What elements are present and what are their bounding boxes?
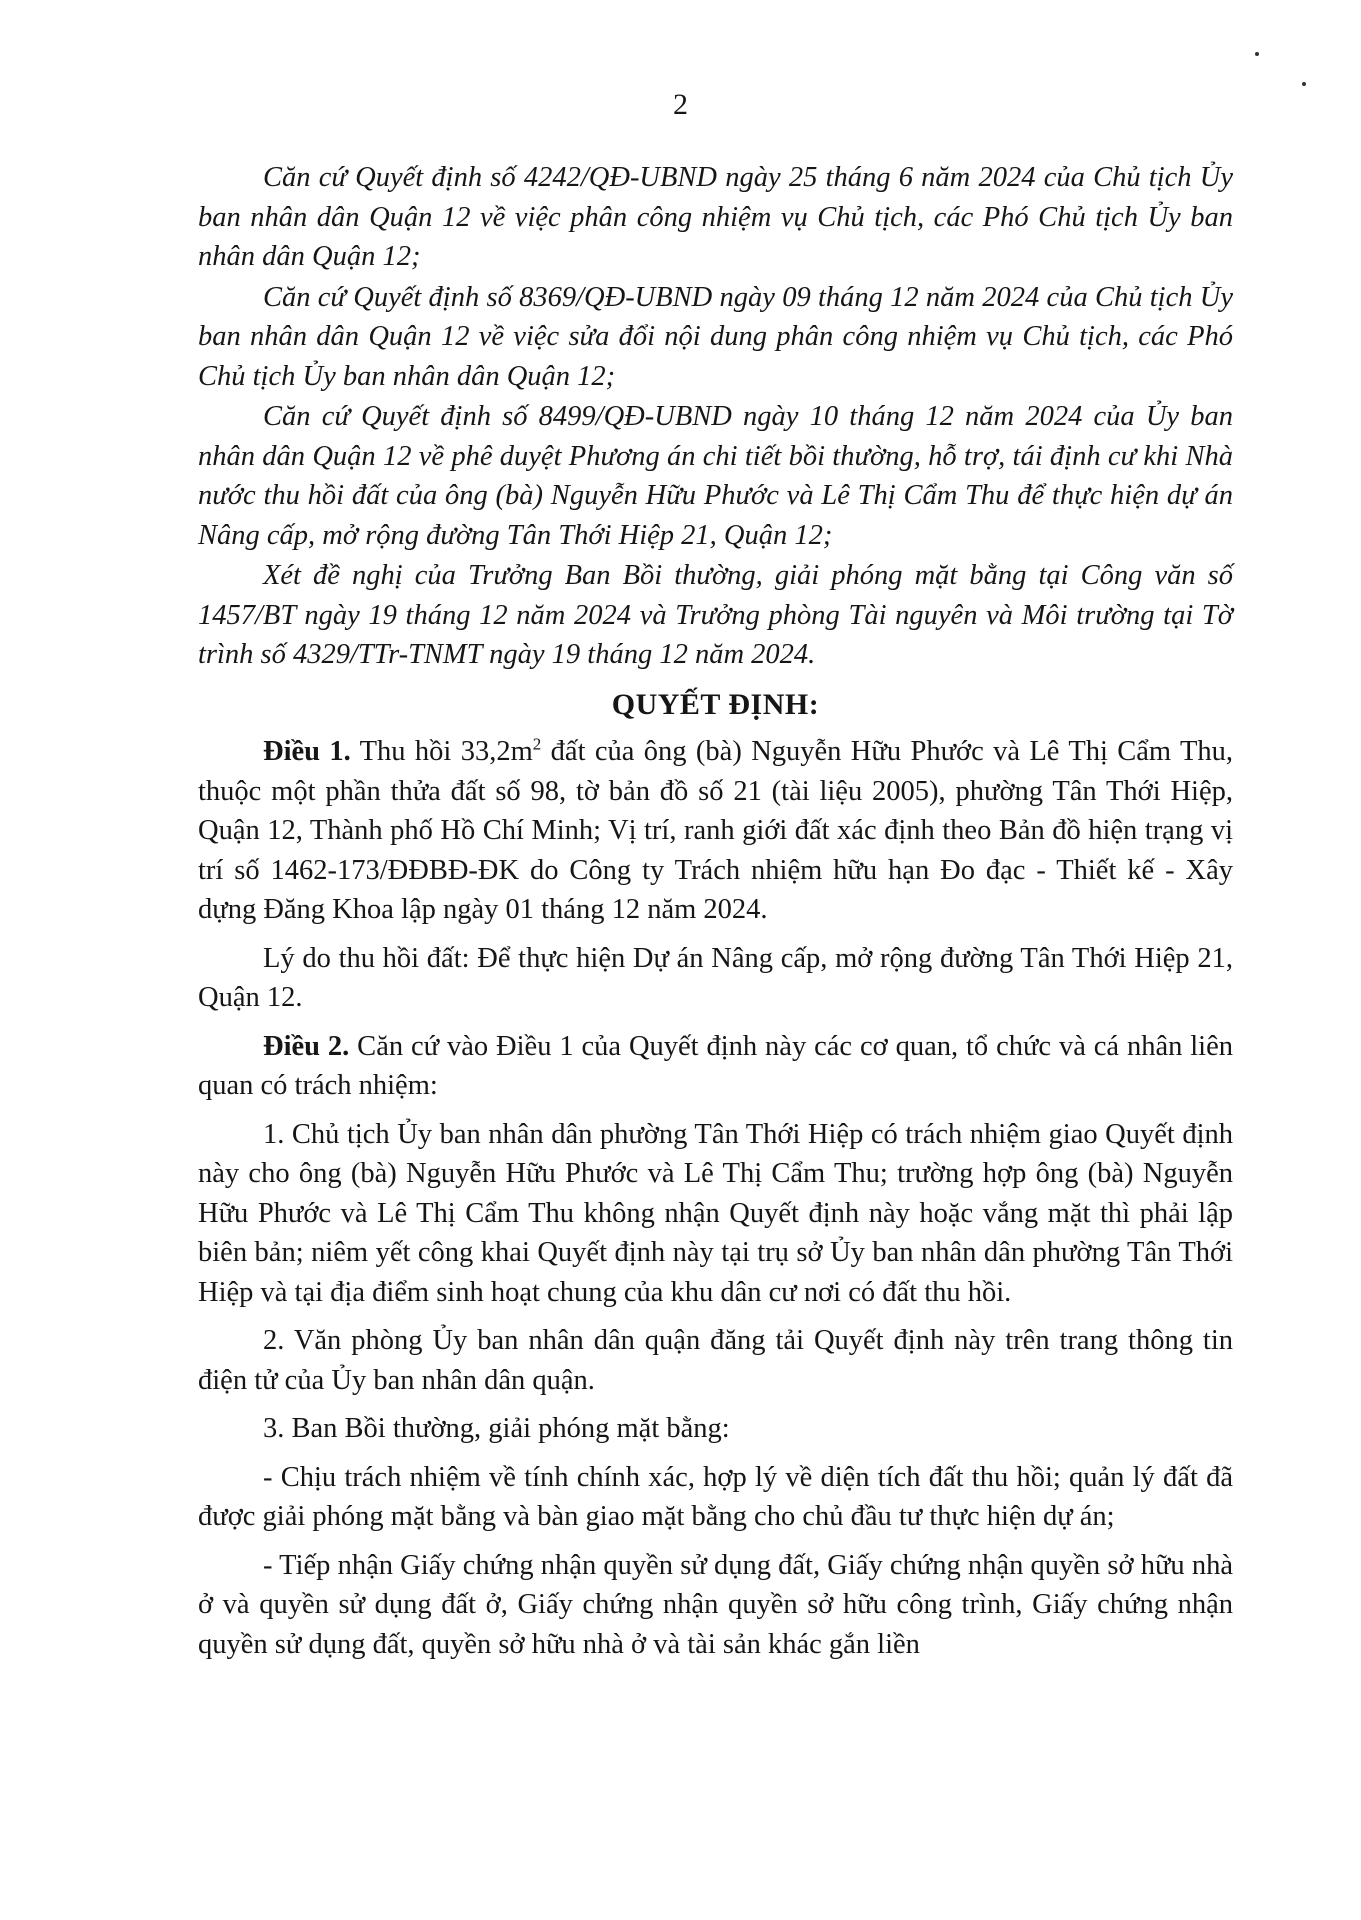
scan-speck (1302, 82, 1306, 86)
article-1-unit-superscript: 2 (532, 734, 542, 754)
article-2-item: - Chịu trách nhiệm về tính chính xác, hợp lý về diện tích đất thu hồi; quản lý đất đã được giải phóng mặt bằng và bàn giao mặt bằng cho chủ đầu tư thực hiện dự án; (198, 1461, 1233, 1532)
article-1-text-a: Thu hồi 33,2m (350, 736, 533, 767)
basis-paragraph: Căn cứ Quyết định số 8499/QĐ-UBND ngày 10 tháng 12 năm 2024 của Ủy ban nhân dân Quận 12 về phê duyệt Phương án chi tiết bồi thường, hỗ trợ, tái định cư khi Nhà nước thu hồi đất của ông (bà) Nguyễn Hữu Phước và Lê Thị Cẩm Thu để thực hiện dự án Nâng cấp, mở rộng đường Tân Thới Hiệp 21, Quận 12; (198, 401, 1233, 551)
article-2-item: 3. Ban Bồi thường, giải phóng mặt bằng: (263, 1413, 730, 1444)
article-2-intro-text: Căn cứ vào Điều 1 của Quyết định này các cơ quan, tổ chức và cá nhân liên quan có trách nhiệm: (198, 1030, 1234, 1101)
article-2-label: Điều 2. (263, 1030, 350, 1062)
page-number: 2 (673, 88, 688, 121)
article-1-text-b: đất của ông (bà) Nguyễn Hữu Phước và Lê Thị Cẩm Thu, thuộc một phần thửa đất số 98, tờ bản đồ số 21 (tài liệu 2005), phường Tân Thới Hiệp, Quận 12, Thành phố Hồ Chí Minh; Vị trí, ranh giới đất xác định theo Bản đồ hiện trạng vị trí số 1462-173/ĐĐBĐ-ĐK do Công ty Trách nhiệm hữu hạn Đo đạc - Thiết kế - Xây dựng Đăng Khoa lập ngày 01 tháng 12 năm 2024. (198, 736, 1234, 925)
article-2-item: - Tiếp nhận Giấy chứng nhận quyền sử dụng đất, Giấy chứng nhận quyền sở hữu nhà ở và quyền sử dụng đất ở, Giấy chứng nhận quyền sở hữu công trình, Giấy chứng nhận quyền sử dụng đất, quyền sở hữu nhà ở và tài sản khác gắn liền (198, 1549, 1233, 1660)
article-1-label: Điều 1. (263, 736, 351, 767)
basis-paragraph: Xét đề nghị của Trưởng Ban Bồi thường, giải phóng mặt bằng tại Công văn số 1457/BT ngày 19 tháng 12 năm 2024 và Trưởng phòng Tài nguyên và Môi trường tại Tờ trình số 4329/TTr-TNMT ngày 19 tháng 12 năm 2024. (198, 560, 1233, 670)
article-1-reason: Lý do thu hồi đất: Để thực hiện Dự án Nâng cấp, mở rộng đường Tân Thới Hiệp 21, Quận 12. (198, 942, 1233, 1013)
basis-paragraph: Căn cứ Quyết định số 4242/QĐ-UBND ngày 25 tháng 6 năm 2024 của Chủ tịch Ủy ban nhân dân Quận 12 về việc phân công nhiệm vụ Chủ tịch, các Phó Chủ tịch Ủy ban nhân dân Quận 12; (198, 162, 1233, 272)
scan-speck (1255, 52, 1259, 56)
decision-title: QUYẾT ĐỊNH: (611, 687, 820, 721)
basis-paragraph: Căn cứ Quyết định số 8369/QĐ-UBND ngày 09 tháng 12 năm 2024 của Chủ tịch Ủy ban nhân dân Quận 12 về việc sửa đổi nội dung phân công nhiệm vụ Chủ tịch, các Phó Chủ tịch Ủy ban nhân dân Quận 12; (198, 281, 1233, 392)
document-body (198, 158, 1233, 1664)
article-2-item: 1. Chủ tịch Ủy ban nhân dân phường Tân Thới Hiệp có trách nhiệm giao Quyết định này cho ông (bà) Nguyễn Hữu Phước và Lê Thị Cẩm Thu; trường hợp ông (bà) Nguyễn Hữu Phước và Lê Thị Cẩm Thu không nhận Quyết định này hoặc vắng mặt thì phải lập biên bản; niêm yết công khai Quyết định này tại trụ sở Ủy ban nhân dân phường Tân Thới Hiệp và tại địa điểm sinh hoạt chung của khu dân cư nơi có đất thu hồi. (198, 1118, 1233, 1308)
article-1-paragraph (198, 732, 1233, 930)
article-2-intro (198, 1027, 1233, 1106)
legal-basis-section (198, 158, 1233, 675)
article-2-item: 2. Văn phòng Ủy ban nhân dân quận đăng tải Quyết định này trên trang thông tin điện tử của Ủy ban nhân dân quận. (198, 1325, 1233, 1396)
